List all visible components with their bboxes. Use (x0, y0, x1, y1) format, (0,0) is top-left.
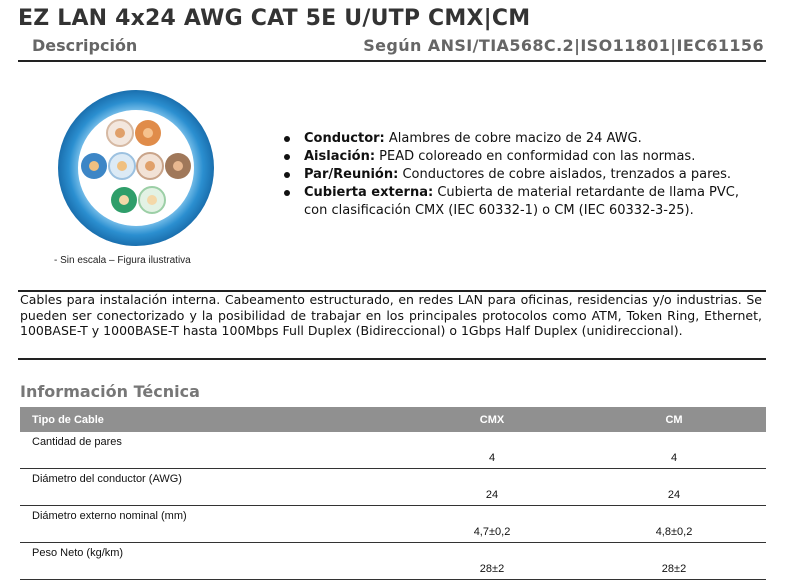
technical-info-table (20, 407, 766, 580)
list-item (280, 148, 760, 166)
conductor-core (143, 128, 153, 138)
table-row (20, 543, 766, 580)
feature-text: Conductores de cobre aislados, trenzados a pares. (402, 167, 732, 182)
divider (18, 358, 766, 360)
list-item (280, 166, 760, 184)
feature-label: Cubierta externa: (304, 185, 434, 200)
row-label: Peso Neto (kg/km) (20, 543, 402, 580)
cell-cm: 28±2 (582, 543, 766, 580)
conductor-core (147, 195, 157, 205)
conductor-core (119, 195, 129, 205)
feature-text: Alambres de cobre macizo de 24 AWG. (388, 131, 642, 146)
feature-text: PEAD coloreado en conformidad con las normas. (379, 149, 696, 164)
cell-cm: 4 (582, 432, 766, 469)
cell-cmx: 4,7±0,2 (402, 506, 582, 543)
page-title: EZ LAN 4x24 AWG CAT 5E U/UTP CMX|CM (18, 6, 531, 31)
table-row (20, 432, 766, 469)
cell-cm: 4,8±0,2 (582, 506, 766, 543)
figure-caption: - Sin escala – Figura ilustrativa (54, 255, 191, 266)
feature-list (280, 130, 760, 220)
column-header-cm: CM (582, 407, 766, 432)
description-paragraph: Cables para instalación interna. Cabeamento estructurado, en redes LAN para oficinas, residencias y/o industrias. Se pueden ser conectorizado y la posibilidad de trabajar en los principales protocolos como ATM, Token Ring, Ethernet, 100BASE-T y 1000BASE-T hasta 100Mbps Full Duplex (Bidireccional) o 1Gbps Half Duplex (unidireccional). (20, 292, 762, 338)
cell-cmx: 28±2 (402, 543, 582, 580)
section-title-technical-info: Información Técnica (20, 382, 200, 401)
conductor-core (117, 161, 127, 171)
cable-cross-section-illustration (56, 88, 216, 248)
cell-cmx: 24 (402, 469, 582, 506)
conductor-core (115, 128, 125, 138)
feature-text: Cubierta de material retardante de llama PVC, con clasificación CMX (IEC 60332-1) o CM (IEC 60332-3-25). (304, 185, 740, 218)
column-header-cable-type: Tipo de Cable (20, 407, 402, 432)
feature-label: Conductor: (304, 131, 385, 146)
section-label-description: Descripción (32, 36, 138, 55)
cell-cm: 24 (582, 469, 766, 506)
conductor-core (173, 161, 183, 171)
list-item (280, 184, 760, 220)
column-header-cmx: CMX (402, 407, 582, 432)
row-label: Diámetro del conductor (AWG) (20, 469, 402, 506)
row-label: Cantidad de pares (20, 432, 402, 469)
table-header-row (20, 407, 766, 432)
cell-cmx: 4 (402, 432, 582, 469)
row-label: Diámetro externo nominal (mm) (20, 506, 402, 543)
conductor-core (89, 161, 99, 171)
table-row (20, 506, 766, 543)
list-item (280, 130, 760, 148)
table-row (20, 469, 766, 506)
feature-label: Aislación: (304, 149, 376, 164)
divider (18, 60, 766, 62)
feature-label: Par/Reunión: (304, 167, 399, 182)
standards-reference: Según ANSI/TIA568C.2|ISO11801|IEC61156 (363, 36, 764, 55)
conductor-core (145, 161, 155, 171)
